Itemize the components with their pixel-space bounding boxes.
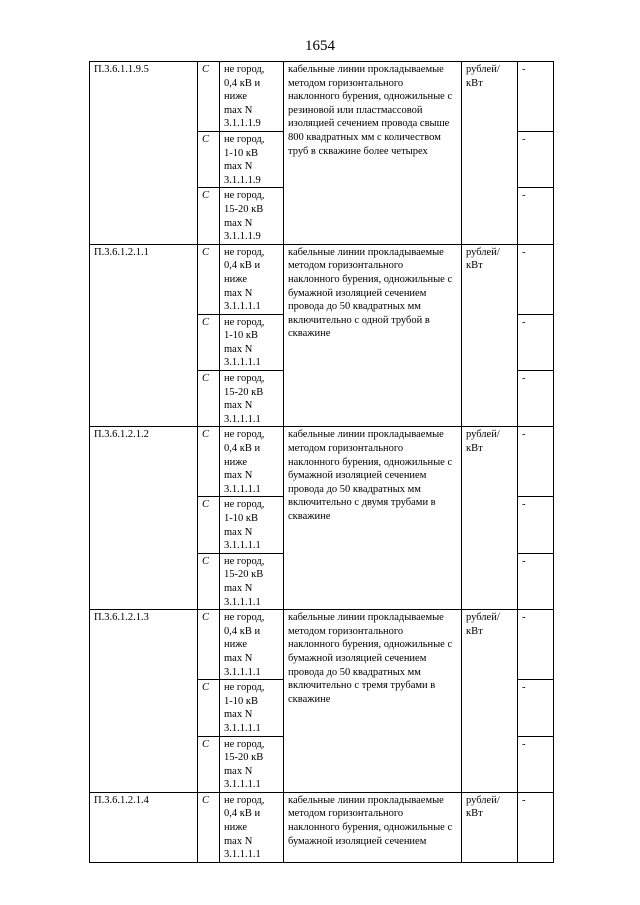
condition-line: 3.1.1.1.1 xyxy=(224,301,261,313)
condition-line: ниже xyxy=(224,91,248,103)
condition-line: 3.1.1.1.1 xyxy=(224,722,261,734)
condition-line: не город, xyxy=(224,794,265,806)
category-cell: С xyxy=(198,62,220,132)
condition-line: 1-10 кВ xyxy=(224,513,258,524)
condition-cell xyxy=(220,680,284,736)
condition-line: ниже xyxy=(224,456,248,468)
condition-line: не город, xyxy=(224,738,265,750)
condition-line: 3.1.1.1.1 xyxy=(224,413,261,425)
condition-line: max N xyxy=(224,217,253,229)
condition-line: 0,4 кВ и xyxy=(224,443,261,455)
condition-cell xyxy=(220,553,284,609)
table-row xyxy=(90,427,554,497)
unit-cell xyxy=(462,62,518,245)
condition-line: 3.1.1.1.1 xyxy=(224,540,261,552)
unit-line: рублей/ xyxy=(466,612,500,624)
category-cell: С xyxy=(198,553,220,609)
condition-line: не город, xyxy=(224,682,265,694)
condition-cell xyxy=(220,736,284,792)
condition-line: ниже xyxy=(224,822,248,834)
condition-cell xyxy=(220,792,284,862)
value-cell: - xyxy=(518,610,554,680)
condition-line: не город, xyxy=(224,190,265,202)
item-code: П.3.6.1.2.1.2 xyxy=(90,427,198,610)
category-cell: С xyxy=(198,497,220,553)
condition-line: max N xyxy=(224,161,253,173)
condition-line: max N xyxy=(224,104,253,116)
condition-line: 0,4 кВ и xyxy=(224,260,261,272)
condition-line: 0,4 кВ и xyxy=(224,808,261,820)
condition-line: не город, xyxy=(224,555,265,567)
unit-cell xyxy=(462,244,518,427)
value-cell: - xyxy=(518,244,554,314)
value-cell: - xyxy=(518,792,554,862)
condition-cell xyxy=(220,371,284,427)
condition-line: не город, xyxy=(224,373,265,385)
unit-line: рублей/ xyxy=(466,64,500,75)
condition-line: max N xyxy=(224,343,253,355)
category-cell: С xyxy=(198,680,220,736)
condition-line: 15-20 кВ xyxy=(224,386,264,398)
unit-line: кВт xyxy=(466,808,483,820)
condition-line: max N xyxy=(224,400,253,412)
condition-line: не город, xyxy=(224,316,265,328)
category-cell: С xyxy=(198,244,220,314)
description-cell: кабельные линии прокладываемые методом горизонтального наклонного бурения, одножильные с бумажной изоляцией сечением провода до 50 квадратных мм включительно с одной трубой в скважине xyxy=(284,244,462,427)
condition-cell xyxy=(220,314,284,370)
table-row xyxy=(90,244,554,314)
condition-line: max N xyxy=(224,526,253,538)
condition-line: не город, xyxy=(224,246,265,258)
value-cell: - xyxy=(518,497,554,553)
value-cell: - xyxy=(518,188,554,244)
condition-line: max N xyxy=(224,835,253,847)
value-cell: - xyxy=(518,427,554,497)
condition-cell xyxy=(220,131,284,187)
condition-line: max N xyxy=(224,287,253,299)
tariff-table xyxy=(89,61,554,863)
condition-line: 15-20 кВ xyxy=(224,569,264,581)
condition-line: 15-20 кВ xyxy=(224,752,264,764)
unit-line: кВт xyxy=(466,625,483,637)
description-cell: кабельные линии прокладываемые методом горизонтального наклонного бурения, одножильные с бумажной изоляцией сечением провода до 50 квадратных мм включительно с двумя трубами в скважине xyxy=(284,427,462,610)
condition-cell xyxy=(220,244,284,314)
unit-line: рублей/ xyxy=(466,429,500,441)
condition-cell xyxy=(220,188,284,244)
condition-line: max N xyxy=(224,709,253,721)
condition-line: max N xyxy=(224,582,253,594)
value-cell: - xyxy=(518,736,554,792)
condition-line: 3.1.1.1.9 xyxy=(224,231,261,243)
condition-line: 0,4 кВ и xyxy=(224,77,261,89)
item-code: П.3.6.1.2.1.4 xyxy=(90,792,198,862)
condition-line: ниже xyxy=(224,273,248,285)
condition-line: не город, xyxy=(224,429,265,441)
page-number: 1654 xyxy=(305,38,335,54)
condition-line: 3.1.1.1.9 xyxy=(224,174,261,186)
unit-line: кВт xyxy=(466,443,483,455)
category-cell: С xyxy=(198,610,220,680)
condition-line: max N xyxy=(224,652,253,664)
condition-line: 3.1.1.1.1 xyxy=(224,596,261,608)
condition-line: 3.1.1.1.1 xyxy=(224,357,261,369)
condition-line: ниже xyxy=(224,639,248,651)
condition-line: не город, xyxy=(224,499,265,511)
category-cell: С xyxy=(198,131,220,187)
condition-line: не город, xyxy=(224,64,265,75)
condition-line: 1-10 кВ xyxy=(224,330,258,342)
condition-line: max N xyxy=(224,765,253,777)
unit-line: кВт xyxy=(466,260,483,272)
description-cell: кабельные линии прокладываемые методом горизонтального наклонного бурения, одножильные с бумажной изоляцией сечением провода до 50 квадратных мм включительно с тремя трубами в скважине xyxy=(284,610,462,793)
condition-cell xyxy=(220,610,284,680)
category-cell: С xyxy=(198,188,220,244)
table-row xyxy=(90,610,554,680)
category-cell: С xyxy=(198,314,220,370)
category-cell: С xyxy=(198,427,220,497)
value-cell: - xyxy=(518,314,554,370)
condition-line: 3.1.1.1.1 xyxy=(224,483,261,495)
table-row xyxy=(90,62,554,132)
condition-line: не город, xyxy=(224,612,265,624)
condition-cell xyxy=(220,62,284,132)
condition-line: 15-20 кВ xyxy=(224,203,264,215)
condition-line: max N xyxy=(224,470,253,482)
unit-line: рублей/ xyxy=(466,246,500,258)
unit-cell xyxy=(462,427,518,610)
table-row xyxy=(90,792,554,862)
value-cell: - xyxy=(518,553,554,609)
unit-cell xyxy=(462,792,518,862)
category-cell: С xyxy=(198,371,220,427)
condition-line: 1-10 кВ xyxy=(224,147,258,159)
value-cell: - xyxy=(518,371,554,427)
unit-line: рублей/ xyxy=(466,794,500,806)
condition-line: 1-10 кВ xyxy=(224,695,258,707)
unit-cell xyxy=(462,610,518,793)
value-cell: - xyxy=(518,131,554,187)
condition-line: 3.1.1.1.9 xyxy=(224,118,261,130)
condition-line: 0,4 кВ и xyxy=(224,625,261,637)
condition-line: 3.1.1.1.1 xyxy=(224,779,261,791)
description-cell: кабельные линии прокладываемые методом горизонтального наклонного бурения, одножильные с бумажной изоляцией сечением xyxy=(284,792,462,862)
condition-line: 3.1.1.1.1 xyxy=(224,849,261,861)
unit-line: кВт xyxy=(466,77,483,89)
tariff-table-body xyxy=(90,62,554,863)
condition-cell xyxy=(220,497,284,553)
condition-line: не город, xyxy=(224,133,265,145)
condition-line: 3.1.1.1.1 xyxy=(224,666,261,678)
condition-cell xyxy=(220,427,284,497)
item-code: П.3.6.1.2.1.1 xyxy=(90,244,198,427)
description-cell: кабельные линии прокладываемые методом горизонтального наклонного бурения, одножильные с резиновой или пластмассовой изоляцией сечением провода свыше 800 квадратных мм с количеством труб в скважине более четырех xyxy=(284,62,462,245)
item-code: П.3.6.1.2.1.3 xyxy=(90,610,198,793)
value-cell: - xyxy=(518,62,554,132)
category-cell: С xyxy=(198,792,220,862)
item-code: П.3.6.1.1.9.5 xyxy=(90,62,198,245)
category-cell: С xyxy=(198,736,220,792)
value-cell: - xyxy=(518,680,554,736)
